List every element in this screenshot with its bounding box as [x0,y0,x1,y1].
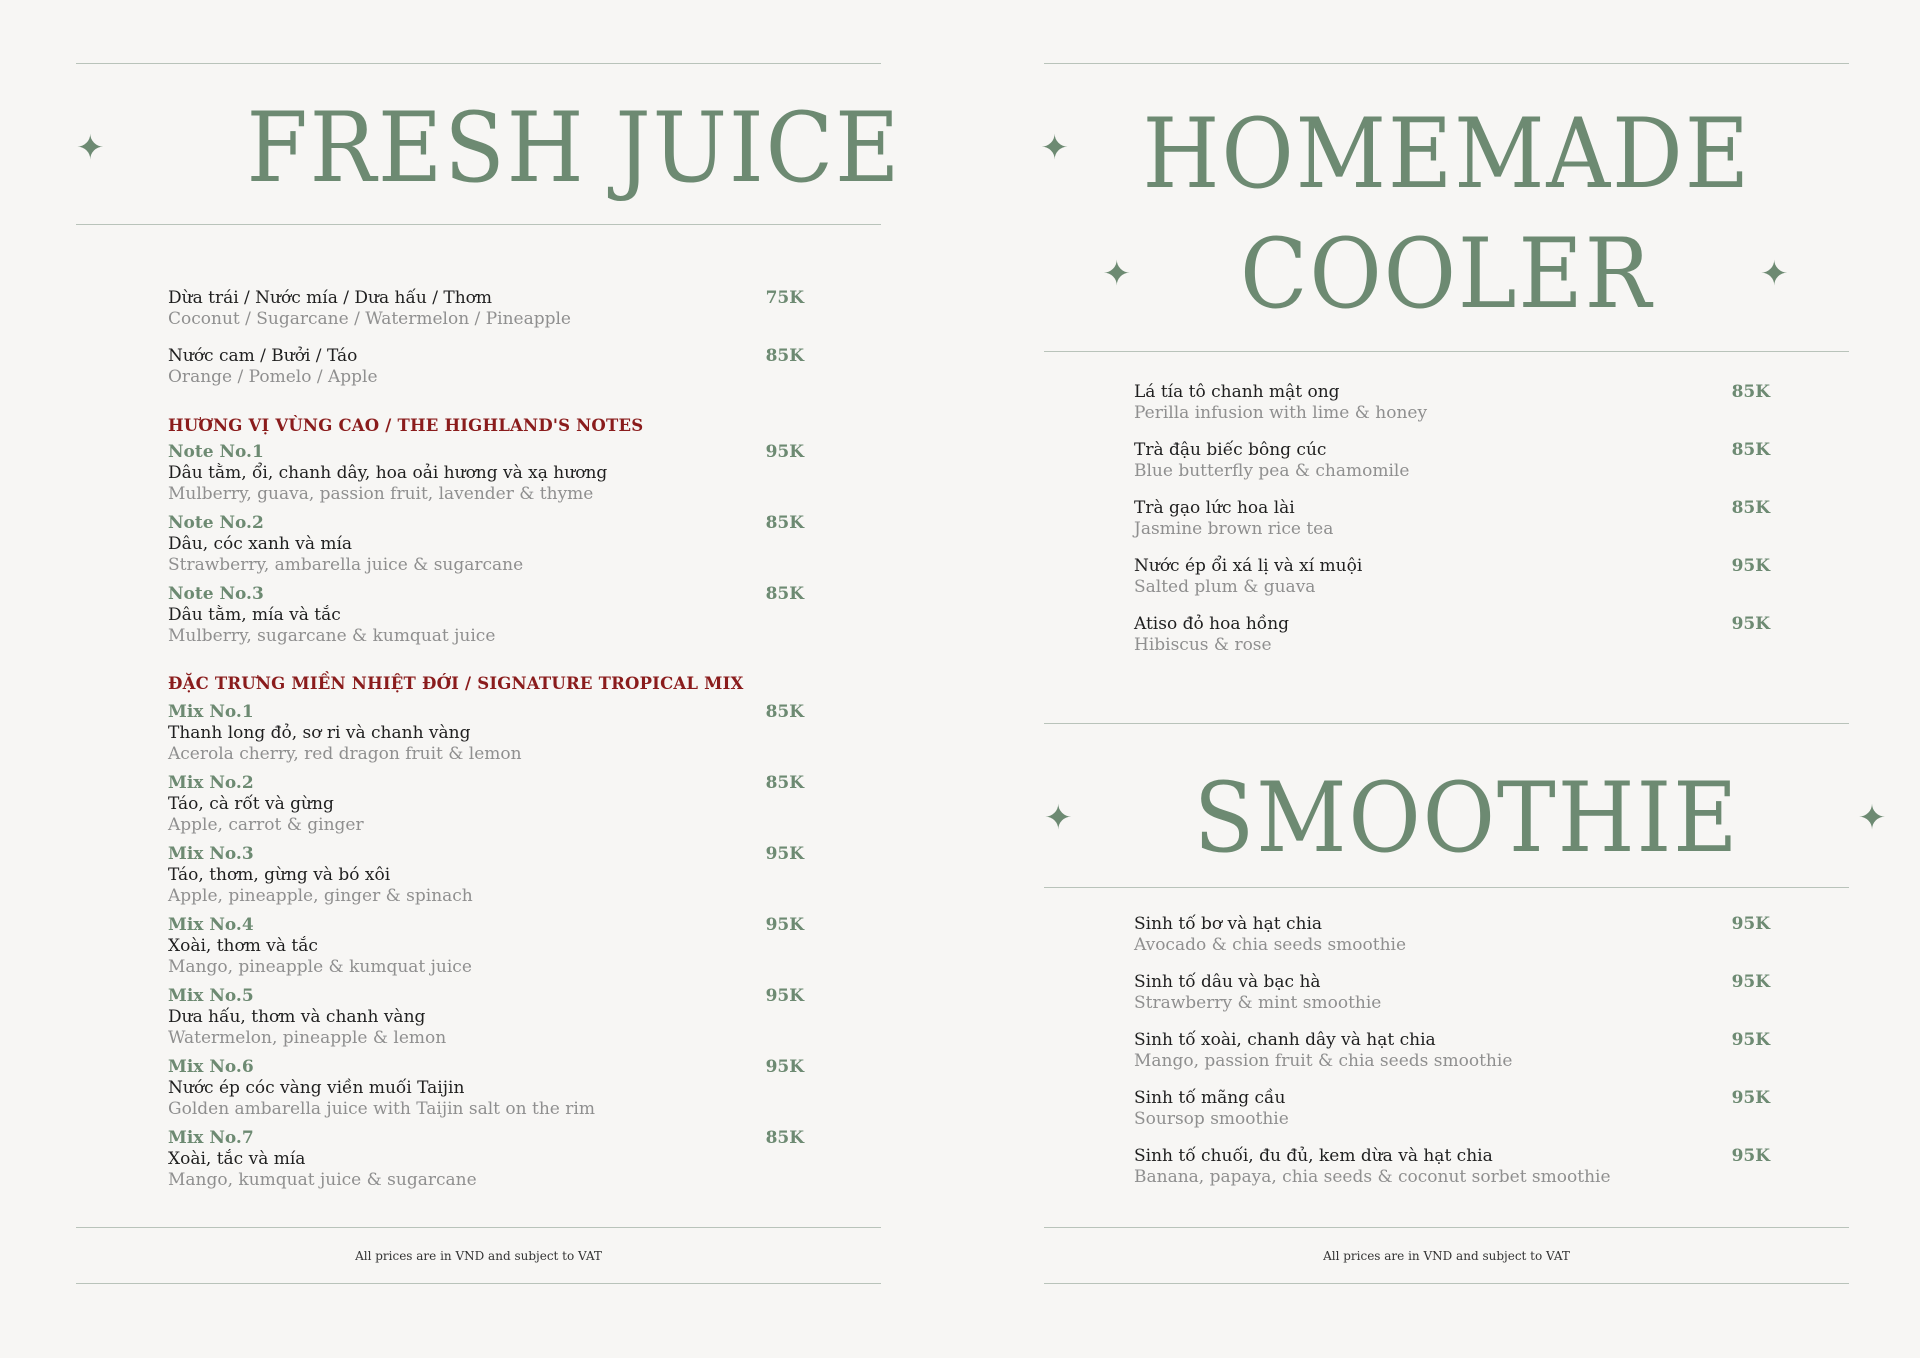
item-name-en: Golden ambarella juice with Taijin salt on the rim [168,1099,595,1119]
item-price: 95K [1731,614,1770,634]
divider [1044,723,1849,724]
item-name-en: Blue butterfly pea & chamomile [1134,461,1410,481]
menu-item [1134,972,1770,1014]
menu-item [168,513,804,576]
item-price: 95K [765,1057,804,1077]
item-name-en: Mango, pineapple & kumquat juice [168,957,472,977]
item-name-en: Apple, carrot & ginger [168,815,364,835]
section-heading-highland: HƯƠNG VỊ VÙNG CAO / THE HIGHLAND'S NOTES [168,416,644,435]
menu-item [168,584,804,647]
item-label: Note No.1 [168,442,264,462]
divider [1044,351,1849,352]
divider [76,224,881,225]
item-label: Mix No.5 [168,986,254,1006]
star-icon: ✦ [76,128,107,168]
item-price: 95K [1731,1030,1770,1050]
item-name-en: Mango, passion fruit & chia seeds smoothie [1134,1051,1513,1071]
divider [1044,1283,1849,1284]
item-name-vi: Xoài, tắc và mía [168,1149,306,1169]
menu-item [168,1057,804,1120]
item-price: 85K [1731,440,1770,460]
menu-item [1134,382,1770,424]
item-name-en: Avocado & chia seeds smoothie [1134,935,1407,955]
item-name-vi: Sinh tố mãng cầu [1134,1088,1286,1108]
menu-item [1134,498,1770,540]
item-name-en: Mulberry, sugarcane & kumquat juice [168,626,496,646]
item-price: 85K [1731,382,1770,402]
menu-item [1134,914,1770,956]
menu-item [168,442,804,505]
item-price: 85K [765,773,804,793]
menu-item [1134,1030,1770,1072]
item-price: 95K [765,915,804,935]
fresh-juice-title [76,80,1071,204]
cooler-title-line2 [1044,208,1849,330]
menu-item [168,346,804,388]
item-price: 95K [1731,914,1770,934]
item-name-vi: Dừa trái / Nước mía / Dưa hấu / Thơm [168,288,493,308]
cooler-title-line1 [1044,88,1849,210]
menu-item [1134,1146,1770,1188]
menu-item [1134,1088,1770,1130]
item-price: 85K [765,1128,804,1148]
menu-item [168,915,804,978]
item-price: 95K [765,442,804,462]
item-label: Mix No.1 [168,702,254,722]
item-label: Mix No.6 [168,1057,254,1077]
item-name-en: Jasmine brown rice tea [1134,519,1334,539]
item-name-vi: Sinh tố xoài, chanh dây và hạt chia [1134,1030,1436,1050]
divider [76,1227,881,1228]
item-name-vi: Thanh long đỏ, sơ ri và chanh vàng [168,723,471,743]
item-price: 85K [765,346,804,366]
item-name-en: Apple, pineapple, ginger & spinach [168,886,473,906]
item-name-en: Coconut / Sugarcane / Watermelon / Pineapple [168,309,571,329]
cooler-title-text-1: HOMEMADE [1142,98,1751,210]
divider [1044,1227,1849,1228]
star-icon: ✦ [1857,798,1889,838]
section-heading-tropical: ĐẶC TRƯNG MIỀN NHIỆT ĐỚI / SIGNATURE TROPICAL MIX [168,674,744,693]
star-icon: ✦ [1044,798,1075,838]
star-icon: ✦ [1760,254,1791,294]
smoothie-title-text: SMOOTHIE [1193,762,1740,874]
item-name-vi: Táo, thơm, gừng và bó xôi [168,865,391,885]
item-price: 95K [1731,972,1770,992]
item-price: 85K [765,584,804,604]
item-name-vi: Nước cam / Bưởi / Táo [168,346,358,366]
item-name-vi: Atiso đỏ hoa hồng [1134,614,1290,634]
item-name-vi: Sinh tố bơ và hạt chia [1134,914,1323,934]
divider [76,1283,881,1284]
item-name-en: Strawberry & mint smoothie [1134,993,1382,1013]
item-price: 95K [765,844,804,864]
star-icon: ✦ [1040,128,1071,168]
divider [1044,887,1849,888]
menu-item [168,773,804,836]
item-name-vi: Dâu tằm, ổi, chanh dây, hoa oải hương và xạ hương [168,463,608,483]
item-price: 95K [1731,1146,1770,1166]
menu-item [168,288,804,330]
item-name-en: Soursop smoothie [1134,1109,1289,1129]
item-name-en: Strawberry, ambarella juice & sugarcane [168,555,524,575]
item-price: 85K [765,513,804,533]
item-price: 95K [1731,1088,1770,1108]
item-name-en: Mulberry, guava, passion fruit, lavender & thyme [168,484,594,504]
item-name-vi: Lá tía tô chanh mật ong [1134,382,1340,402]
item-name-vi: Nước ép ổi xá lị và xí muội [1134,556,1363,576]
star-icon: ✦ [1102,254,1133,294]
menu-item [1134,440,1770,482]
item-price: 75K [765,288,804,308]
fresh-juice-title-text: FRESH JUICE [246,92,901,204]
item-name-vi: Dưa hấu, thơm và chanh vàng [168,1007,426,1027]
item-name-en: Salted plum & guava [1134,577,1316,597]
smoothie-title [1044,752,1889,874]
item-name-vi: Táo, cà rốt và gừng [168,794,334,814]
cooler-smoothie-page [1044,0,1889,1358]
menu-item [1134,614,1770,656]
item-name-vi: Nước ép cóc vàng viền muối Taijin [168,1078,465,1098]
menu-item [168,1128,804,1191]
item-name-en: Mango, kumquat juice & sugarcane [168,1170,477,1190]
item-price: 85K [765,702,804,722]
item-label: Mix No.3 [168,844,254,864]
menu-item [168,986,804,1049]
item-label: Mix No.2 [168,773,254,793]
item-name-vi: Trà đậu biếc bông cúc [1134,440,1327,460]
item-name-en: Watermelon, pineapple & lemon [168,1028,447,1048]
divider [1044,63,1849,64]
item-price: 95K [765,986,804,1006]
price-footnote: All prices are in VND and subject to VAT [1323,1249,1570,1263]
item-name-vi: Dâu, cóc xanh và mía [168,534,353,554]
item-price: 85K [1731,498,1770,518]
item-name-vi: Dâu tằm, mía và tắc [168,605,341,625]
fresh-juice-page [76,0,1071,1358]
item-name-en: Hibiscus & rose [1134,635,1272,655]
item-name-en: Orange / Pomelo / Apple [168,367,378,387]
price-footnote: All prices are in VND and subject to VAT [355,1249,602,1263]
item-label: Note No.2 [168,513,264,533]
item-label: Mix No.7 [168,1128,254,1148]
item-name-vi: Sinh tố chuối, đu đủ, kem dừa và hạt chia [1134,1146,1493,1166]
item-name-en: Banana, papaya, chia seeds & coconut sorbet smoothie [1134,1167,1611,1187]
item-name-en: Acerola cherry, red dragon fruit & lemon [168,744,522,764]
item-name-vi: Sinh tố dâu và bạc hà [1134,972,1321,992]
item-name-vi: Trà gạo lức hoa lài [1134,498,1295,518]
item-label: Note No.3 [168,584,264,604]
item-name-en: Perilla infusion with lime & honey [1134,403,1428,423]
item-label: Mix No.4 [168,915,254,935]
divider [76,63,881,64]
menu-item [168,702,804,765]
item-price: 95K [1731,556,1770,576]
item-name-vi: Xoài, thơm và tắc [168,936,318,956]
cooler-title-text-2: COOLER [1239,218,1654,330]
menu-item [168,844,804,907]
menu-item [1134,556,1770,598]
